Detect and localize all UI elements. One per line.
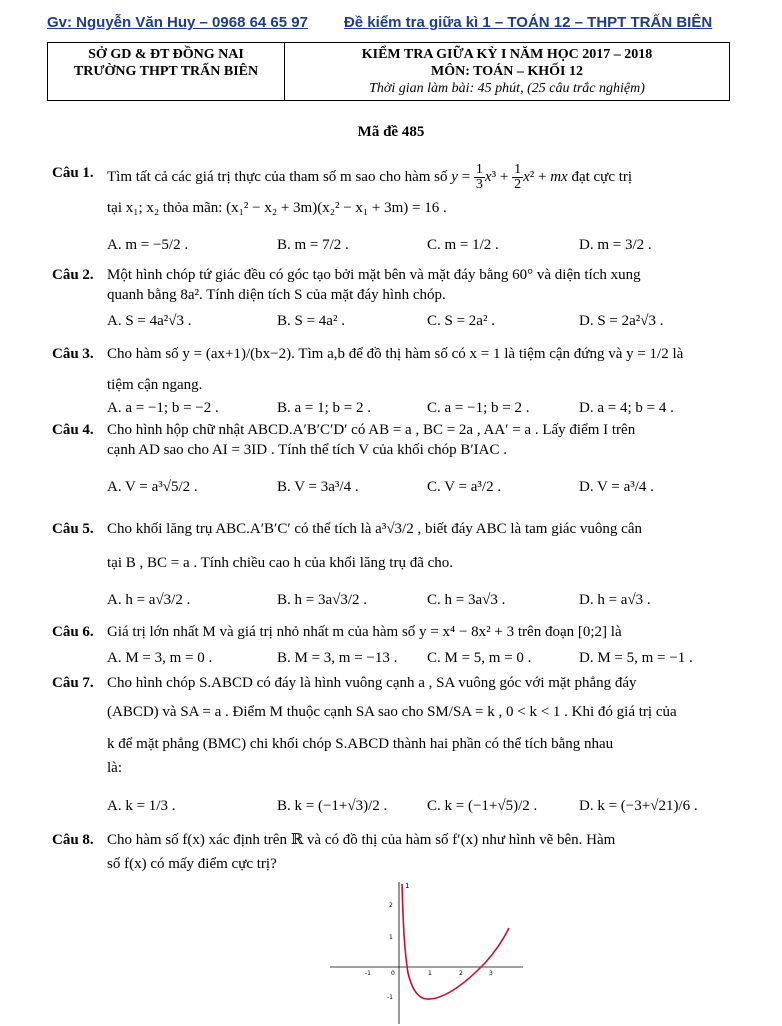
q1-line1-end: đạt cực trị — [571, 168, 633, 185]
question-label: Câu 8. — [52, 832, 94, 848]
question-text: Một hình chóp tứ giác đều có góc tạo bởi mặt bên và mặt đáy bằng 60° và diện tích xung — [107, 267, 641, 283]
question-3 — [52, 344, 732, 364]
q1-line2: tại x₁; x₂ thỏa mãn: (x₁² − x₂ + 3m)(x₂² − x₁ + 3m) = 16 . — [107, 200, 447, 216]
answer-c[interactable]: C. k = (−1+√5)/2 . — [427, 798, 538, 814]
q7-line3: k để mặt phẳng (BMC) chi khối chóp S.ABCD thành hai phần có thể tích bằng nhau — [107, 736, 614, 752]
answer-a[interactable]: A. a = −1; b = −2 . — [107, 400, 219, 416]
q7-line2: (ABCD) và SA = a . Điểm M thuộc cạnh SA sao cho SM/SA = k , 0 < k < 1 . Khi đó giá trị của — [107, 704, 677, 720]
question-7 — [52, 673, 732, 693]
x-tick: 1 — [428, 970, 432, 977]
header-title: Đề kiểm tra giữa kì 1 – TOÁN 12 – THPT TRẤN BIÊN — [343, 14, 713, 31]
y-tick: 2 — [389, 902, 393, 909]
exam-info-table — [47, 42, 730, 101]
answer-d[interactable]: D. h = a√3 . — [579, 592, 651, 608]
question-2 — [52, 265, 732, 305]
page-header — [47, 14, 737, 31]
answer-a[interactable]: A. m = −5/2 . — [107, 237, 189, 253]
x-tick: -1 — [365, 970, 371, 977]
question-label: Câu 5. — [52, 521, 94, 537]
answer-c[interactable]: C. S = 2a² . — [427, 313, 495, 329]
question-text-2: cạnh AD sao cho AI = 3ID . Tính thể tích V của khối chóp B′IAC . — [107, 442, 508, 458]
question-5-line2 — [52, 553, 732, 573]
question-7-line2 — [52, 702, 732, 722]
exam-cell — [285, 43, 730, 101]
question-label: Câu 7. — [52, 675, 94, 691]
answer-d[interactable]: D. a = 4; b = 4 . — [579, 400, 674, 416]
answer-d[interactable]: D. V = a³/4 . — [579, 479, 654, 495]
answer-a[interactable]: A. S = 4a²√3 . — [107, 313, 192, 329]
y-tick: 1 — [389, 934, 393, 941]
question-label: Câu 1. — [52, 165, 94, 181]
q7-line4: là: — [107, 760, 122, 776]
question-7-line3 — [52, 734, 732, 778]
question-1-line2 — [52, 198, 732, 218]
question-text: Giá trị lớn nhất M và giá trị nhỏ nhất m của hàm số y = x⁴ − 8x² + 3 trên đoạn [0;2] là — [107, 624, 622, 640]
exam-subject: MÔN: TOÁN – KHỐI 12 — [431, 64, 583, 79]
q3-line2: tiệm cận ngang. — [107, 377, 203, 393]
answer-d[interactable]: D. S = 2a²√3 . — [579, 313, 664, 329]
y-tick: -1 — [387, 994, 393, 1001]
exam-title: KIỂM TRA GIỮA KỲ I NĂM HỌC 2017 – 2018 — [361, 47, 653, 62]
answer-c[interactable]: C. m = 1/2 . — [427, 237, 499, 253]
answer-c[interactable]: C. V = a³/2 . — [427, 479, 502, 495]
question-label: Câu 6. — [52, 624, 94, 640]
question-text: Cho hàm số f(x) xác định trên ℝ và có đồ thị của hàm số f′(x) như hình vẽ bên. Hàm — [107, 832, 616, 848]
answer-b[interactable]: B. m = 7/2 . — [277, 237, 349, 253]
question-8 — [52, 830, 732, 874]
answer-d[interactable]: D. M = 5, m = −1 . — [579, 650, 693, 666]
answer-b[interactable]: B. S = 4a² . — [277, 313, 345, 329]
exam-time: Thời gian làm bài: 45 phút, (25 câu trắc nghiệm) — [369, 81, 645, 96]
x-tick: 3 — [489, 970, 493, 977]
question-text: Cho hình hộp chữ nhật ABCD.A′B′C′D′ có AB = a , BC = 2a , AA′ = a . Lấy điểm I trên — [107, 422, 636, 438]
answer-a[interactable]: A. V = a³√5/2 . — [107, 479, 198, 495]
question-label: Câu 4. — [52, 422, 94, 438]
dept-name: SỞ GD & ĐT ĐỒNG NAI — [88, 47, 244, 62]
school-cell — [48, 43, 285, 101]
answer-b[interactable]: B. M = 3, m = −13 . — [277, 650, 398, 666]
q1-line1: Tìm tất cả các giá trị thực của tham số m sao cho hàm số — [107, 168, 448, 185]
question-text: Cho hình chóp S.ABCD có đáy là hình vuông cạnh a , SA vuông góc với mặt phẳng đáy — [107, 675, 637, 691]
answer-b[interactable]: B. k = (−1+√3)/2 . — [277, 798, 388, 814]
question-text: Cho khối lăng trụ ABC.A′B′C′ có thể tích là a³√3/2 , biết đáy ABC là tam giác vuông cân — [107, 521, 642, 537]
question-text — [107, 163, 732, 192]
x-tick: 2 — [459, 970, 463, 977]
question-text: Cho hàm số y = (ax+1)/(bx−2). Tìm a,b để đồ thị hàm số có x = 1 là tiệm cận đứng và y = 1/2 là — [107, 346, 684, 362]
school-name: TRƯỜNG THPT TRẤN BIÊN — [73, 64, 259, 79]
question-label: Câu 2. — [52, 267, 94, 283]
question-3-line2 — [52, 375, 732, 395]
answer-a[interactable]: A. M = 3, m = 0 . — [107, 650, 213, 666]
answer-c[interactable]: C. h = 3a√3 . — [427, 592, 506, 608]
question-text-2: quanh bằng 8a². Tính diện tích S của mặt đáy hình chóp. — [107, 287, 446, 303]
question-1 — [52, 163, 732, 192]
answer-c[interactable]: C. a = −1; b = 2 . — [427, 400, 530, 416]
q1-function: y = $\frac{1}{3}$ x³ + $\frac{1}{2}$ x² + mx — [451, 162, 568, 192]
question-text-2: số f(x) có mấy điểm cực trị? — [107, 856, 277, 872]
question-label: Câu 3. — [52, 346, 94, 362]
derivative-curve — [402, 884, 509, 999]
answer-b[interactable]: B. a = 1; b = 2 . — [277, 400, 371, 416]
answer-b[interactable]: B. V = 3a³/4 . — [277, 479, 359, 495]
top-label: 1 — [405, 882, 410, 890]
q5-line2: tại B , BC = a . Tính chiều cao h của khối lăng trụ đã cho. — [107, 555, 454, 571]
answer-d[interactable]: D. k = (−3+√21)/6 . — [579, 798, 698, 814]
answer-a[interactable]: A. h = a√3/2 . — [107, 592, 191, 608]
answer-d[interactable]: D. m = 3/2 . — [579, 237, 652, 253]
derivative-graph — [325, 878, 525, 1024]
question-4 — [52, 420, 732, 460]
header-author: Gv: Nguyễn Văn Huy – 0968 64 65 97 — [47, 14, 308, 31]
x-tick: 0 — [391, 970, 395, 977]
answer-b[interactable]: B. h = 3a√3/2 . — [277, 592, 368, 608]
answer-a[interactable]: A. k = 1/3 . — [107, 798, 176, 814]
question-5 — [52, 519, 732, 539]
exam-code: Mã đề 485 — [357, 124, 425, 140]
question-6 — [52, 622, 732, 642]
answer-c[interactable]: C. M = 5, m = 0 . — [427, 650, 532, 666]
